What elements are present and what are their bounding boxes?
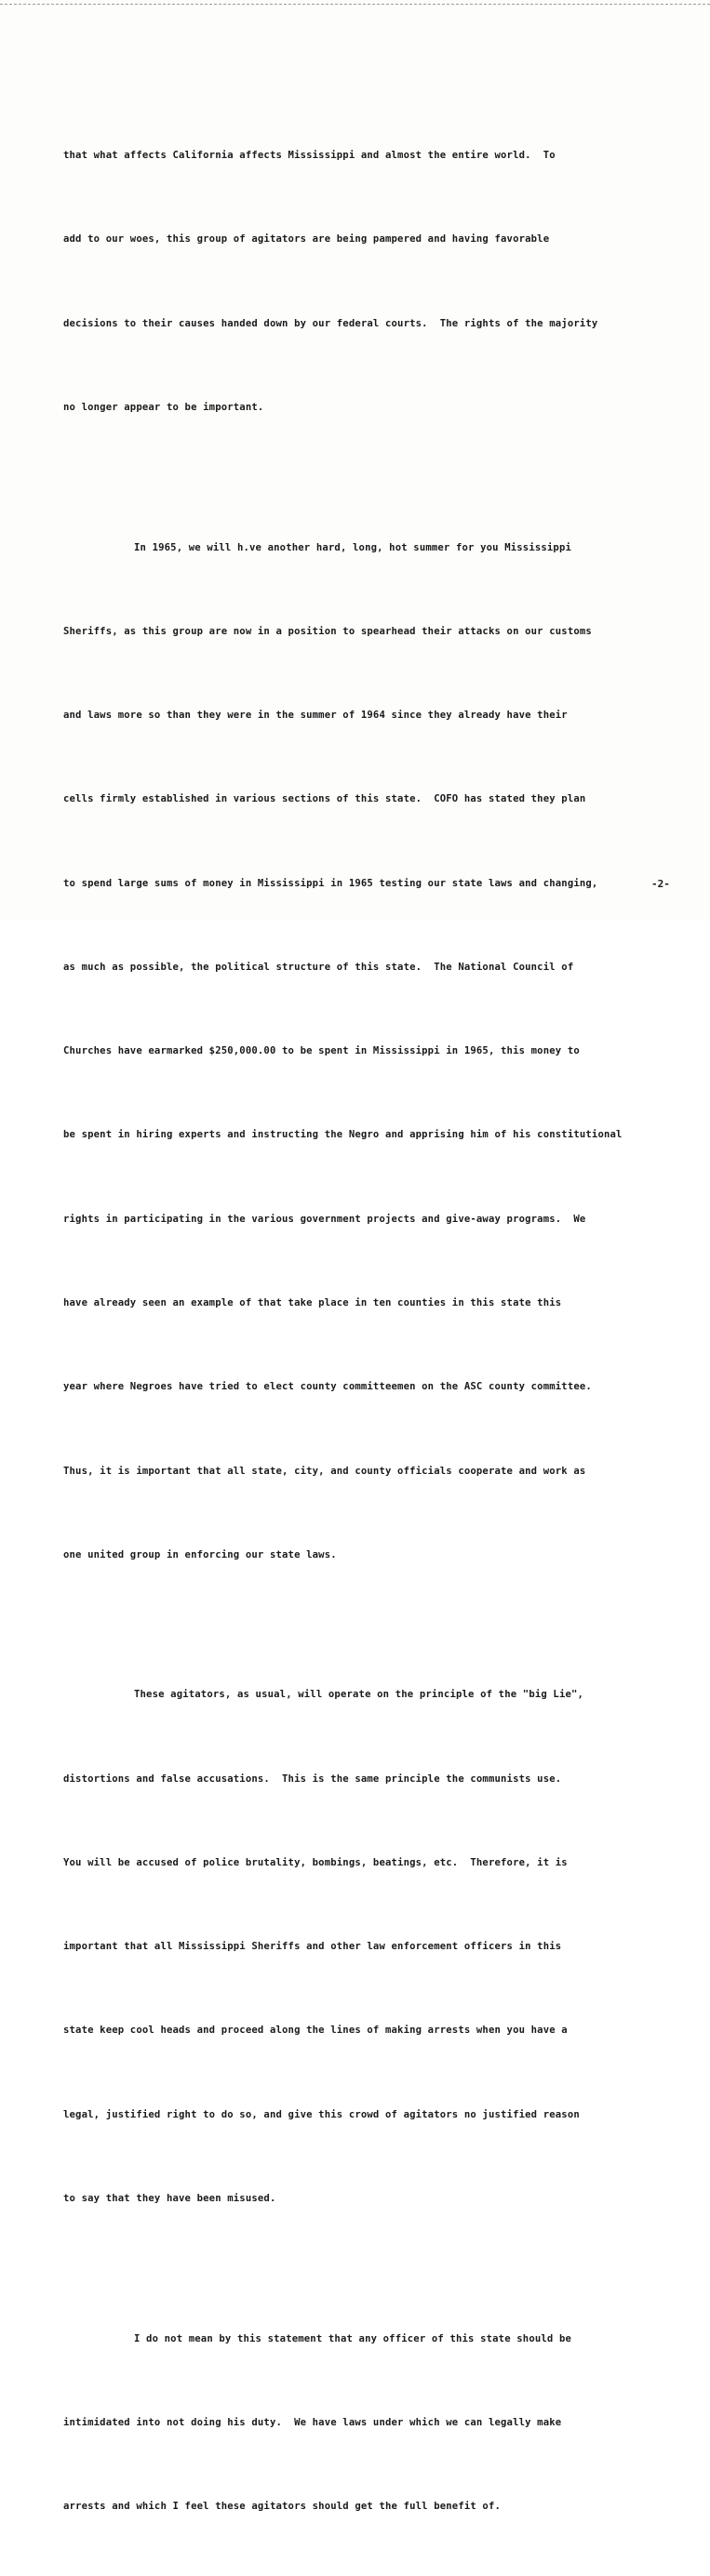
text-line: You will be accused of police brutality, bombings, beatings, etc. Therefore, it is — [63, 1856, 568, 1868]
text-line: year where Negroes have tried to elect county committeemen on the ASC county committee. — [63, 1381, 592, 1393]
text-line: Thus, it is important that all state, city, and county officials cooperate and work as — [63, 1465, 586, 1477]
text-line: arrests and which I feel these agitators should get the full benefit of. — [63, 2501, 502, 2513]
text-line: that what affects California affects Mississippi and almost the entire world. To — [63, 150, 556, 162]
text-line: These agitators, as usual, will operate on the principle of the "big Lie", — [134, 1689, 584, 1701]
text-line: Sheriffs, as this group are now in a position to spearhead their attacks on our customs — [63, 625, 592, 637]
text-line: intimidated into not doing his duty. We have laws under which we can legally make — [63, 2416, 562, 2428]
text-line: distortions and false accusations. This is the same principle the communists use. — [63, 1773, 562, 1785]
text-line: I do not mean by this statement that any officer of this state should be — [134, 2332, 572, 2344]
text-line: decisions to their causes handed down by our federal courts. The rights of the majority — [63, 317, 598, 329]
text-line: Churches have earmarked $250,000.00 to be spent in Mississippi in 1965, this money to — [63, 1045, 580, 1057]
page-top-edge — [0, 4, 710, 5]
text-line: and laws more so than they were in the summer of 1964 since they already have their — [63, 710, 568, 722]
text-line: legal, justified right to do so, and give this crowd of agitators no justified reason — [63, 2108, 580, 2120]
text-line: important that all Mississippi Sheriffs and other law enforcement officers in this — [63, 1941, 562, 1953]
text-line: to say that they have been misused. — [63, 2193, 276, 2205]
document-body — [63, 86, 705, 2576]
paragraph-2 — [63, 477, 705, 1625]
text-line: cells firmly established in various sections of this state. COFO has stated they plan — [63, 793, 586, 805]
text-line: as much as possible, the political structure of this state. The National Council of — [63, 961, 574, 973]
text-line: state keep cool heads and proceed along the lines of making arrests when you have a — [63, 2025, 568, 2037]
text-line: add to our woes, this group of agitators are being pampered and having favorable — [63, 233, 550, 246]
text-line: no longer appear to be important. — [63, 402, 264, 414]
page-number: -2- — [651, 878, 670, 890]
paragraph-4 — [63, 2268, 705, 2576]
text-line: one united group in enforcing our state laws. — [63, 1548, 337, 1560]
text-line: be spent in hiring experts and instructing the Negro and apprising him of his constitutional — [63, 1129, 623, 1141]
text-line: In 1965, we will h.ve another hard, long, hot summer for you Mississippi — [134, 541, 572, 553]
text-line: have already seen an example of that take place in ten counties in this state this — [63, 1297, 562, 1309]
paragraph-3 — [63, 1625, 705, 2268]
text-line: to spend large sums of money in Mississippi in 1965 testing our state laws and changing, — [63, 877, 598, 889]
text-line: rights in participating in the various government projects and give-away programs. We — [63, 1213, 586, 1225]
paragraph-1 — [63, 86, 705, 477]
